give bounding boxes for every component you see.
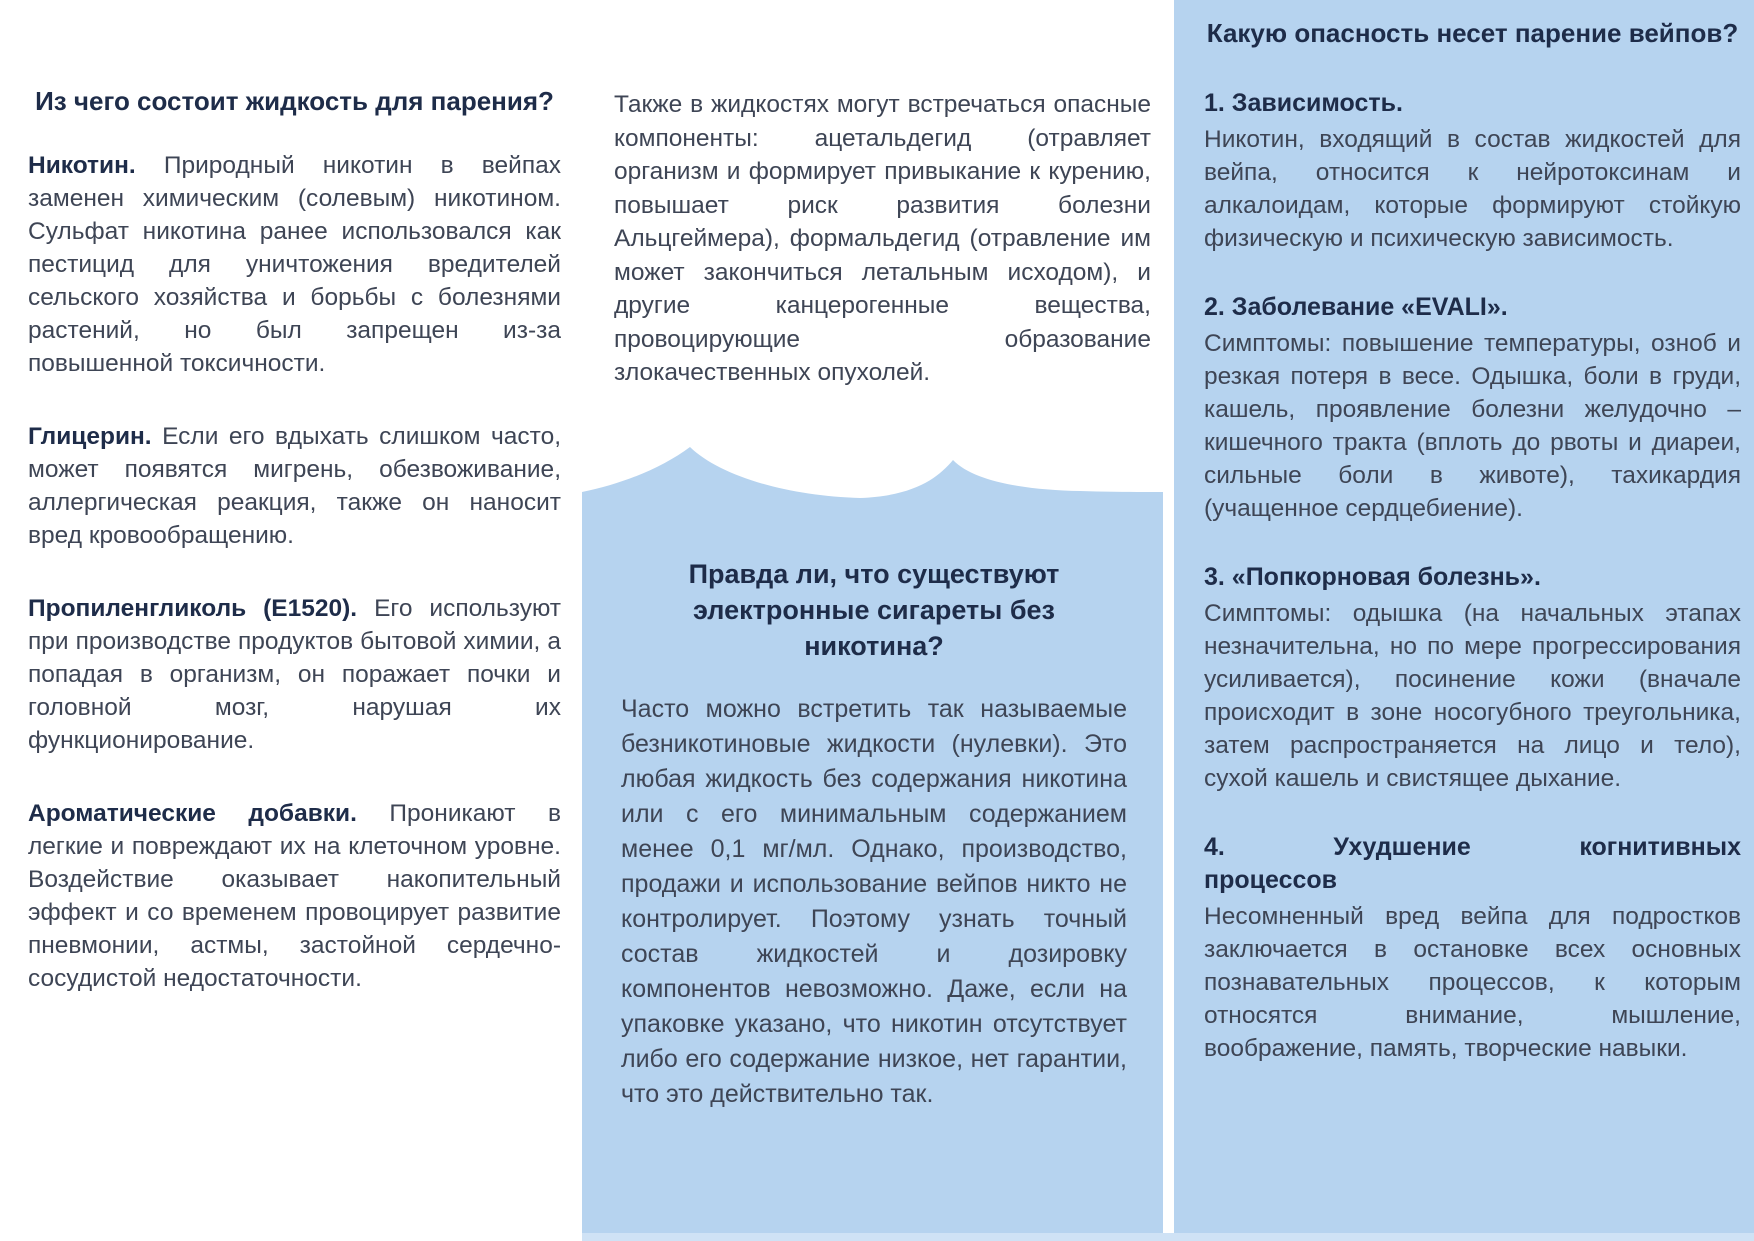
paragraph-propylene-glycol-text: Его используют при производстве продуктов бытовой химии, а попадая в организм, он поражает почки и головной мозг, нарушая их функционирование. [28,595,562,754]
section-1-heading: 1. Зависимость. [1204,89,1403,117]
paragraph-nicotine-text: Природный никотин в вейпах заменен химическим (солевым) никотином. Сульфат никотина ранее использовался как пестицид для уничтожения вредителей сельского хозяйства и борьбы с болезнями растений, но был запрещен из-за повышенной токсичности. [28,152,562,377]
paragraph-nicotine [28,149,561,380]
section-2-body: Симптомы: повышение температуры, озноб и резкая потеря в весе. Одышка, боли в груди, кашель, проявление болезни желудочно – кишечного тракта (вплоть до рвоты и диареи, сильные боли в животе), тахикардия (учащенное сердцебиение). [1204,330,1741,522]
left-column [28,84,561,995]
middle-panel-title: Правда ли, что существуют электронные сигареты без никотина? [688,559,1060,661]
paragraph-flavor-additives-lead: Ароматические добавки. [28,800,357,827]
section-3-heading: 3. «Попкорновая болезнь». [1204,563,1541,591]
right-column [1204,16,1741,1065]
middle-panel [621,556,1127,1112]
section-3-body: Симптомы: одышка (на начальных этапах незначительна, но по мере прогрессирования усиливается), посинение кожи (вначале происходит в зоне носогубного треугольника, затем распространяется на лицо и тело), сухой кашель и свистящее дыхание. [1204,600,1741,792]
intro-paragraph: Также в жидкостях могут встречаться опасные компоненты: ацетальдегид (отравляет организм и формирует привыкание к курению, повышает риск развития болезни Альцгеймера), формальдегид (отравление им может закончиться летальным исходом), и другие канцерогенные вещества, провоцирующие образование злокачественных опухолей. [614,91,1151,386]
paragraph-glycerin-lead: Глицерин. [28,423,152,450]
middle-column-intro [614,88,1151,390]
left-column-title: Из чего состоит жидкость для парения? [35,86,554,116]
paragraph-propylene-glycol-lead: Пропиленгликоль (E1520). [28,595,358,622]
right-column-title: Какую опасность несет парение вейпов? [1206,18,1739,48]
section-4-heading-line2: процессов [1204,866,1338,894]
section-4-heading-line1 [1204,831,1741,864]
section-4-body: Несомненный вред вейпа для подростков заключается в остановке всех основных познавательных процессов, к которым относятся внимание, мышление, воображение, память, творческие навыки. [1204,903,1741,1062]
paragraph-glycerin-text: Если его вдыхать слишком часто, может появятся мигрень, обезвоживание, аллергическая реакция, также он наносит вред кровообращению. [28,423,561,549]
paragraph-flavor-additives [28,797,561,995]
section-4-heading-word1: Ухудшение [1333,833,1471,861]
paragraph-flavor-additives-text: Проникают в легкие и повреждают их на клеточном уровне. Воздействие оказывает накопительный эффект и со временем провоцирует развитие пневмонии, астмы, застойной сердечно-сосудистой недостаточности. [28,800,561,992]
section-4-heading-word2: когнитивных [1579,833,1741,861]
section-4-heading-number: 4. [1204,833,1225,861]
section-1-body: Никотин, входящий в состав жидкостей для вейпа, относится к нейротоксинам и алкалоидам, которые формируют стойкую физическую и психическую зависимость. [1204,126,1741,252]
section-4-heading [1204,831,1741,897]
section-2-heading: 2. Заболевание «EVALI». [1204,293,1508,321]
middle-panel-body: Часто можно встретить так называемые безникотиновые жидкости (нулевки). Это любая жидкость без содержания никотина или с его минимальным содержанием менее 0,1 мг/мл. Однако, производство, продажи и использование вейпов никто не контролирует. Поэтому узнать точный состав жидкостей и дозировку компонентов невозможно. Даже, если на упаковке указано, что никотин отсутствует либо его содержание низкое, нет гарантии, что это действительно так. [621,695,1127,1108]
page-bottom-strip [582,1233,1754,1241]
paragraph-glycerin [28,420,561,552]
paragraph-propylene-glycol [28,592,561,757]
paragraph-nicotine-lead: Никотин. [28,152,136,179]
